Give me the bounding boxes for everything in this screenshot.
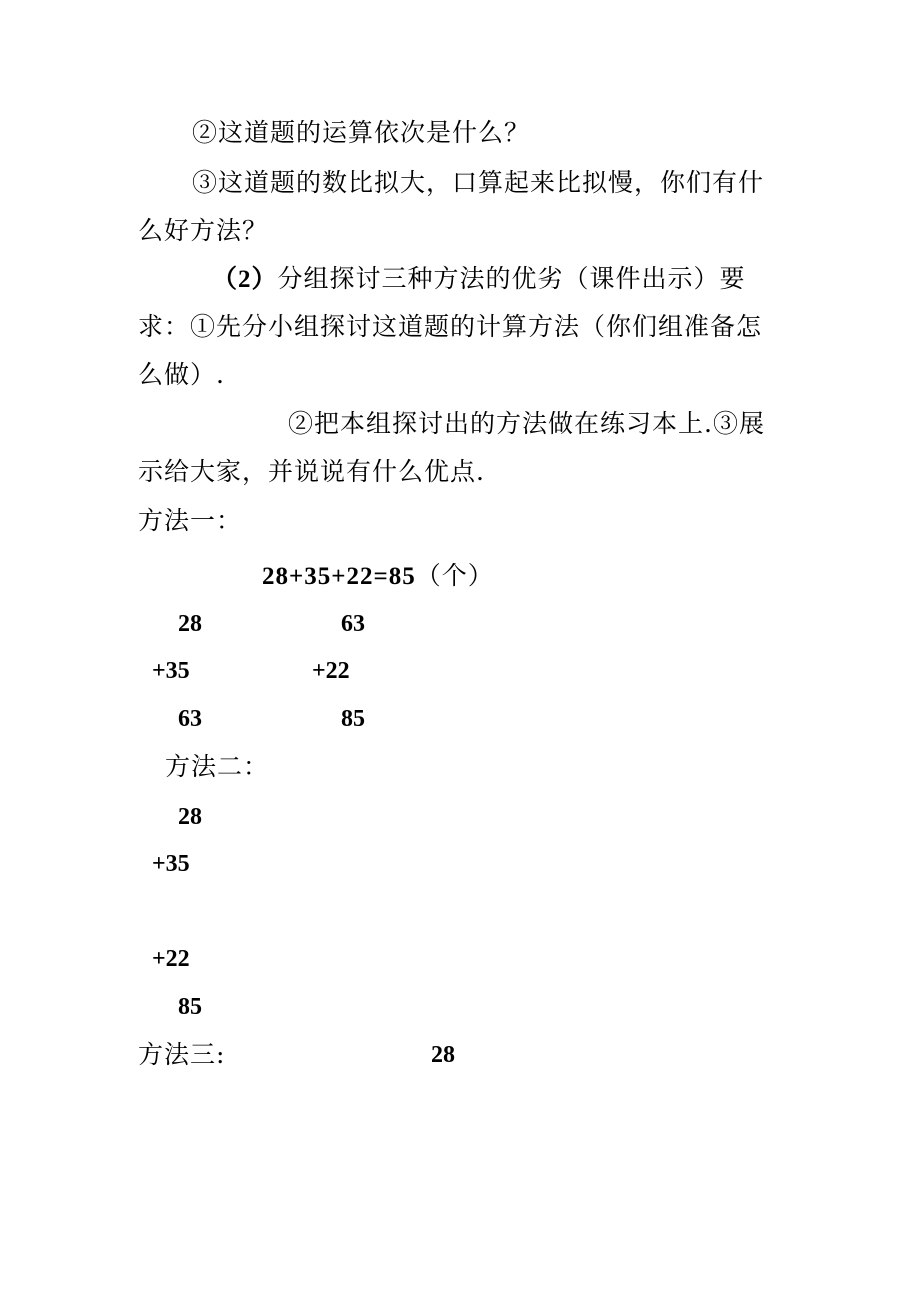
method-1-col1-addend-b: +35	[152, 658, 190, 684]
question-2: ②这道题的运算依次是什么？	[192, 118, 531, 147]
step-2-number: （2）	[212, 266, 278, 293]
method-1-unit: （个）	[415, 561, 494, 590]
method-2-sum: 85	[178, 994, 202, 1020]
method-1-col1-sum: 63	[178, 706, 202, 732]
method-2-addend-c: +22	[152, 946, 190, 972]
method-1-col1-addend-a: 28	[178, 611, 202, 637]
method-3-label: 方法三:	[138, 1040, 226, 1069]
method-2-addend-b: +35	[152, 851, 190, 877]
method-1-col2-sum: 85	[341, 706, 365, 732]
method-1-label: 方法一：	[138, 506, 243, 535]
method-2-addend-a: 28	[178, 804, 202, 830]
method-1-equation: 28+35+22=85	[262, 563, 416, 590]
step-2-line-2: 求：①先分小组探讨这道题的计算方法（你们组准备怎	[138, 312, 763, 341]
question-3-line-1: ③这道题的数比拟大，口算起来比拟慢，你们有什	[192, 168, 765, 197]
step-2-line-5: 示给大家，并说说有什么优点.	[138, 457, 485, 486]
step-2-line-1	[212, 264, 746, 295]
step-2-line-3: 么做）.	[138, 360, 225, 389]
method-3-addend-a: 28	[431, 1042, 455, 1068]
question-3-line-2: 么好方法？	[138, 216, 269, 245]
step-2-line-4: ②把本组探讨出的方法做在练习本上.③展	[288, 409, 765, 438]
step-2-line-1-text: 分组探讨三种方法的优劣（课件出示）要	[277, 264, 746, 293]
method-1-equation-line	[262, 561, 494, 592]
method-1-col2-addend-a: 63	[341, 611, 365, 637]
method-2-label: 方法二：	[165, 752, 270, 781]
method-1-col2-addend-b: +22	[312, 658, 350, 684]
